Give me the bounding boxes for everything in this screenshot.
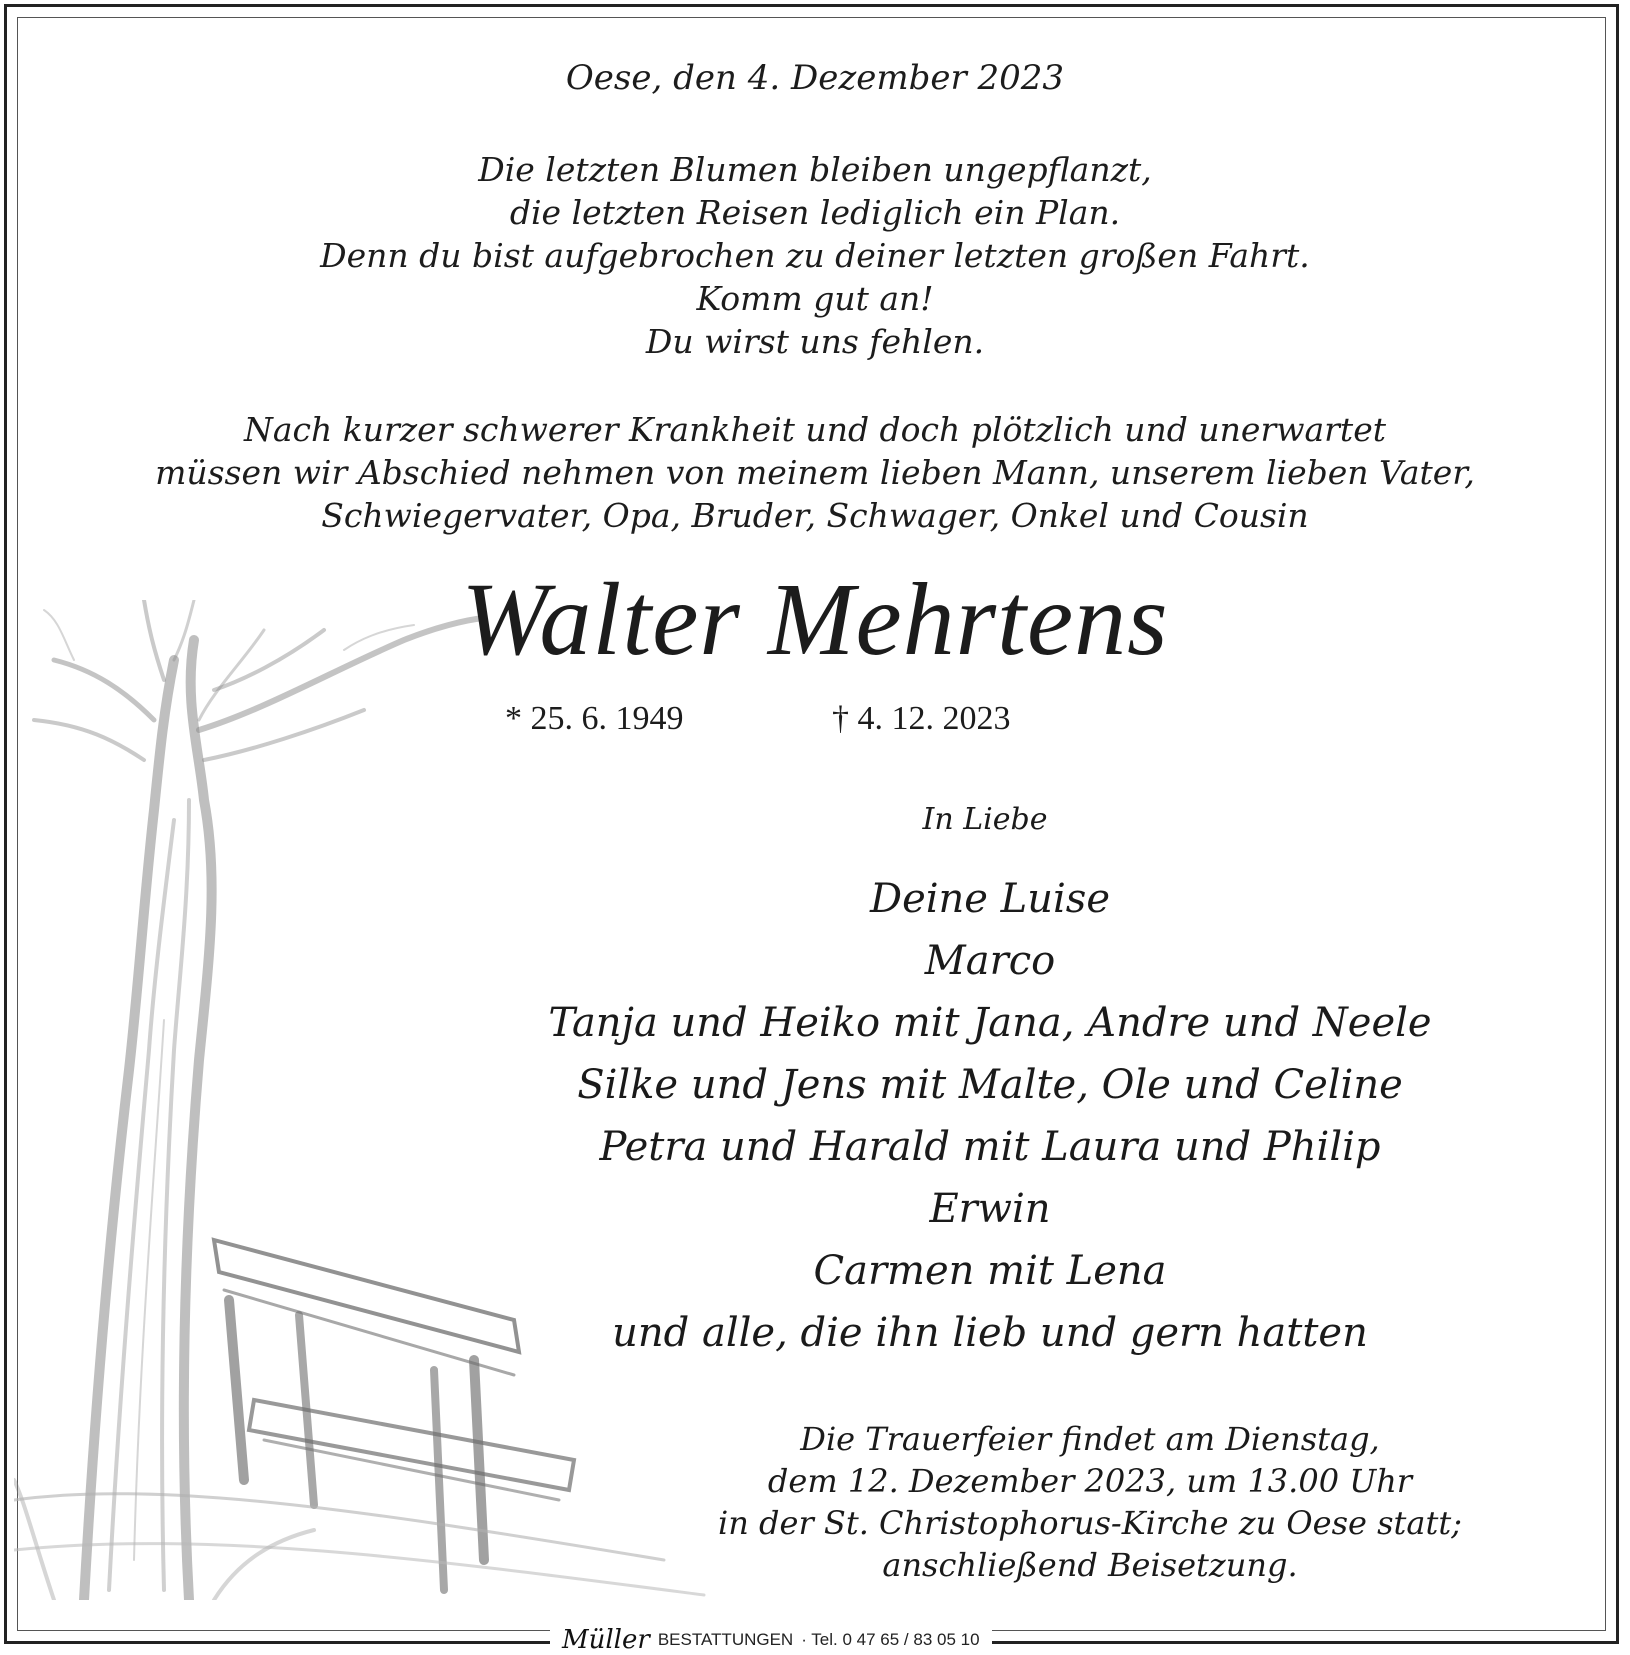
in-love-label: In Liebe	[922, 802, 1048, 837]
tree-sketch	[14, 600, 484, 1600]
mourner-line: Carmen mit Lena	[813, 1248, 1167, 1294]
intro-line: Schwiegervater, Opa, Bruder, Schwager, Onkel und Cousin	[321, 496, 1309, 535]
service-line: anschließend Beisetzung.	[882, 1546, 1298, 1584]
funeral-home-name: BESTATTUNGEN	[657, 1630, 794, 1649]
mourner-line: Erwin	[929, 1186, 1051, 1232]
poem-line: die letzten Reisen lediglich ein Plan.	[509, 193, 1121, 232]
place-date: Oese, den 4. Dezember 2023	[565, 58, 1065, 98]
service-line: in der St. Christophorus-Kirche zu Oese statt;	[718, 1504, 1462, 1542]
intro-line: Nach kurzer schwerer Krankheit und doch plötzlich und unerwartet	[244, 410, 1386, 449]
mourner-line: und alle, die ihn lieb und gern hatten	[612, 1310, 1368, 1356]
service-line: dem 12. Dezember 2023, um 13.00 Uhr	[767, 1462, 1413, 1500]
funeral-home-logo: Müller	[562, 1625, 650, 1655]
funeral-home-phone: · Tel. 0 47 65 / 83 05 10	[801, 1630, 980, 1649]
poem-line: Die letzten Blumen bleiben ungepflanzt,	[478, 150, 1152, 189]
birth-date: * 25. 6. 1949	[505, 700, 684, 737]
poem-line: Denn du bist aufgebrochen zu deiner letzten großen Fahrt.	[320, 236, 1310, 275]
mourner-line: Tanja und Heiko mit Jana, Andre und Neele	[548, 1000, 1432, 1046]
death-date: † 4. 12. 2023	[832, 700, 1011, 737]
mourner-line: Silke und Jens mit Malte, Ole und Celine	[577, 1062, 1403, 1108]
poem-line: Du wirst uns fehlen.	[645, 322, 985, 361]
mourner-line: Marco	[924, 938, 1056, 984]
intro-line: müssen wir Abschied nehmen von meinem lieben Mann, unserem lieben Vater,	[155, 453, 1475, 492]
mourner-line: Petra und Harald mit Laura und Philip	[599, 1124, 1381, 1170]
funeral-home-footer	[550, 1625, 992, 1655]
mourner-line: Deine Luise	[870, 876, 1110, 922]
poem-line: Komm gut an!	[696, 279, 934, 318]
service-line: Die Trauerfeier findet am Dienstag,	[800, 1420, 1380, 1458]
deceased-name: Walter Mehrtens	[461, 562, 1169, 677]
